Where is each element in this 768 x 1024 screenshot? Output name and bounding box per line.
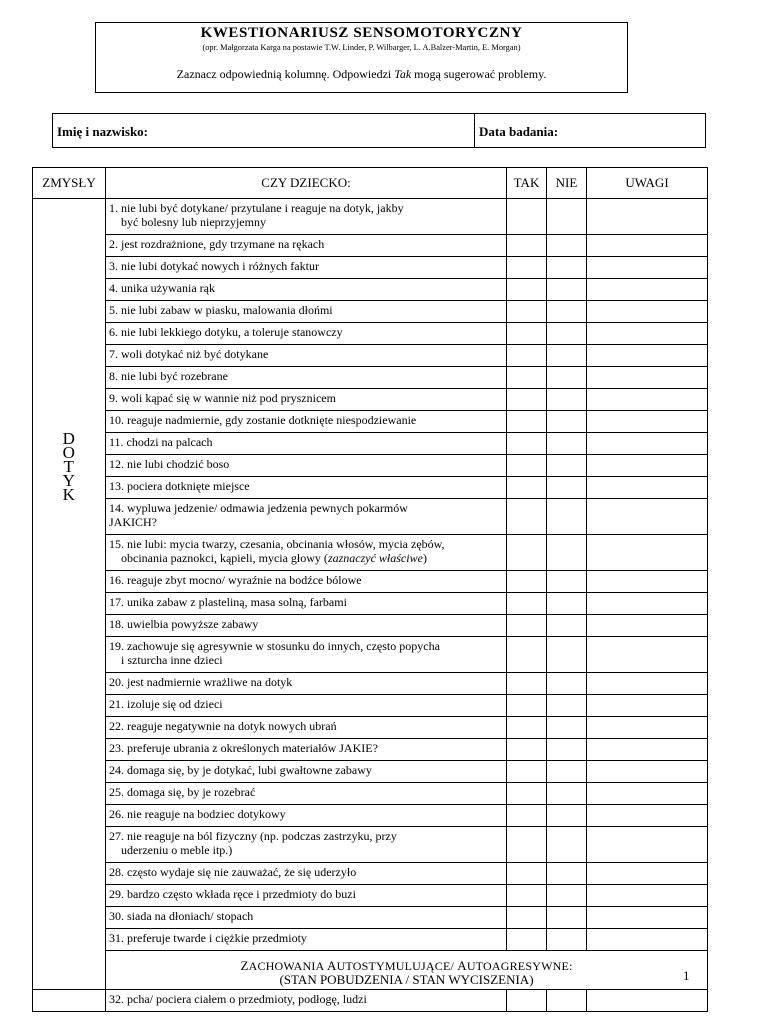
question-text: 2. jest rozdrażnione, gdy trzymane na rękach: [109, 237, 325, 251]
table-row: [33, 990, 708, 1012]
question-text: 10. reaguje nadmiernie, gdy zostanie dotknięte niespodziewanie: [109, 413, 417, 427]
tak-cell[interactable]: [507, 279, 547, 301]
uwagi-cell[interactable]: [587, 907, 708, 929]
uwagi-cell[interactable]: [587, 411, 708, 433]
table-row: [33, 885, 708, 907]
col-header-nie: NIE: [547, 168, 587, 199]
question-cell: [106, 257, 507, 279]
name-label: Imię i nazwisko:: [57, 124, 148, 139]
col-header-zmysly: ZMYSŁY: [33, 168, 106, 199]
date-field[interactable]: [475, 114, 705, 147]
question-cell: [106, 323, 507, 345]
nie-cell[interactable]: [547, 783, 587, 805]
uwagi-cell[interactable]: [587, 433, 708, 455]
table-row: [33, 235, 708, 257]
table-row: [33, 279, 708, 301]
question-text-cont: [109, 215, 503, 229]
question-cell: [106, 279, 507, 301]
table-row: [33, 615, 708, 637]
nie-cell[interactable]: [547, 301, 587, 323]
question-text: 23. preferuje ubrania z określonych materiałów JAKIE?: [109, 741, 378, 755]
table-row: [33, 323, 708, 345]
question-cell: [106, 235, 507, 257]
uwagi-cell[interactable]: [587, 593, 708, 615]
page-title: KWESTIONARIUSZ SENSOMOTORYCZNY: [200, 25, 523, 41]
page-subtitle: (opr. Małgorzata Karga na postawie T.W. Linder, P. Wilbarger, L. A.Balzer-Martin, E. Morgan): [202, 43, 521, 52]
table-row: [33, 761, 708, 783]
nie-cell[interactable]: [547, 571, 587, 593]
uwagi-cell[interactable]: [587, 301, 708, 323]
tak-cell[interactable]: [507, 535, 547, 571]
table-row: [33, 863, 708, 885]
nie-cell[interactable]: [547, 199, 587, 235]
question-cell: [106, 695, 507, 717]
table-row: [33, 301, 708, 323]
sense-letter: O: [62, 443, 76, 462]
question-text: 1. nie lubi być dotykane/ przytulane i reaguje na dotyk, jakby: [109, 201, 404, 215]
tak-cell[interactable]: [507, 907, 547, 929]
table-row: [33, 783, 708, 805]
question-text: 27. nie reaguje na ból fizyczny (np. podczas zastrzyku, przy: [109, 829, 397, 843]
uwagi-cell[interactable]: [587, 199, 708, 235]
question-text: 7. woli dotykać niż być dotykane: [109, 347, 269, 361]
question-text: 5. nie lubi zabaw w piasku, malowania dłońmi: [109, 303, 333, 317]
question-cell: [106, 367, 507, 389]
table-row: [33, 717, 708, 739]
tak-cell[interactable]: [507, 345, 547, 367]
table-row: [33, 929, 708, 951]
questionnaire-table: [32, 167, 708, 1012]
uwagi-cell[interactable]: [587, 499, 708, 535]
nie-cell[interactable]: [547, 499, 587, 535]
date-label: Data badania:: [479, 124, 559, 139]
question-text: 17. unika zabaw z plasteliną, masa solną, farbami: [109, 595, 347, 609]
uwagi-cell[interactable]: [587, 783, 708, 805]
tak-cell[interactable]: [507, 593, 547, 615]
header-box: [95, 22, 628, 93]
col-header-tak: TAK: [507, 168, 547, 199]
question-cell: [106, 929, 507, 951]
question-cell: [106, 907, 507, 929]
nie-cell[interactable]: [547, 235, 587, 257]
question-cell: [106, 673, 507, 695]
nie-cell[interactable]: [547, 593, 587, 615]
instruction-text: [96, 67, 627, 81]
name-date-box: [52, 113, 706, 148]
question-text: 21. izoluje się od dzieci: [109, 697, 223, 711]
tak-cell[interactable]: [507, 257, 547, 279]
uwagi-cell[interactable]: [587, 990, 708, 1012]
table-row: [33, 907, 708, 929]
nie-cell[interactable]: [547, 411, 587, 433]
uwagi-cell[interactable]: [587, 571, 708, 593]
nie-cell[interactable]: [547, 761, 587, 783]
nie-cell[interactable]: [547, 673, 587, 695]
tak-cell[interactable]: [507, 637, 547, 673]
question-text-cont: JAKICH?: [109, 515, 157, 529]
question-text: 6. nie lubi lekkiego dotyku, a toleruje stanowczy: [109, 325, 343, 339]
uwagi-cell[interactable]: [587, 535, 708, 571]
tak-cell[interactable]: [507, 571, 547, 593]
question-cell: [106, 885, 507, 907]
uwagi-cell[interactable]: [587, 389, 708, 411]
question-cell: [106, 863, 507, 885]
question-cell: [106, 990, 507, 1012]
tak-cell[interactable]: [507, 990, 547, 1012]
question-text: 13. pociera dotknięte miejsce: [109, 479, 250, 493]
tak-cell[interactable]: [507, 235, 547, 257]
nie-cell[interactable]: [547, 257, 587, 279]
uwagi-cell[interactable]: [587, 827, 708, 863]
question-cell: [106, 783, 507, 805]
question-cell: [106, 827, 507, 863]
uwagi-cell[interactable]: [587, 739, 708, 761]
tak-cell[interactable]: [507, 199, 547, 235]
nie-cell[interactable]: [547, 885, 587, 907]
question-text-cont: [109, 551, 503, 565]
table-row: [33, 477, 708, 499]
question-text: 15. nie lubi: mycia twarzy, czesania, obcinania włosów, mycia zębów,: [109, 537, 445, 551]
question-text-cont: [109, 653, 503, 667]
nie-cell[interactable]: [547, 805, 587, 827]
question-cell: [106, 345, 507, 367]
question-text: 22. reaguje negatywnie na dotyk nowych ubrań: [109, 719, 337, 733]
question-text: 30. siada na dłoniach/ stopach: [109, 909, 254, 923]
question-cell: [106, 637, 507, 673]
table-row: [33, 389, 708, 411]
nie-cell[interactable]: [547, 637, 587, 673]
table-row: [33, 499, 708, 535]
uwagi-cell[interactable]: [587, 257, 708, 279]
tak-cell[interactable]: [507, 323, 547, 345]
question-text-cont-main: być bolesny lub nieprzyjemny: [121, 215, 266, 229]
tak-cell[interactable]: [507, 695, 547, 717]
tak-cell[interactable]: [507, 433, 547, 455]
question-text: 9. woli kąpać się w wannie niż pod prysznicem: [109, 391, 336, 405]
uwagi-cell[interactable]: [587, 673, 708, 695]
nie-cell[interactable]: [547, 477, 587, 499]
question-cell: [106, 301, 507, 323]
tak-cell[interactable]: [507, 673, 547, 695]
question-text: 26. nie reaguje na bodziec dotykowy: [109, 807, 286, 821]
uwagi-cell[interactable]: [587, 885, 708, 907]
question-text-end: ): [422, 551, 427, 565]
table-row: [33, 411, 708, 433]
sense-letter: Y: [62, 471, 76, 490]
tak-cell[interactable]: [507, 455, 547, 477]
col-header-czy-dziecko: CZY DZIECKO:: [106, 168, 507, 199]
tak-cell[interactable]: [507, 805, 547, 827]
tak-cell[interactable]: [507, 411, 547, 433]
uwagi-cell[interactable]: [587, 615, 708, 637]
question-text: 14. wypluwa jedzenie/ odmawia jedzenia pewnych pokarmów: [109, 501, 408, 515]
nie-cell[interactable]: [547, 535, 587, 571]
uwagi-cell[interactable]: [587, 345, 708, 367]
uwagi-cell[interactable]: [587, 805, 708, 827]
section-title-cap: Z: [240, 958, 249, 973]
uwagi-cell[interactable]: [587, 717, 708, 739]
table-row: [33, 571, 708, 593]
table-row: [33, 739, 708, 761]
instruction-pre: Zaznacz odpowiednią kolumnę. Odpowiedzi: [176, 67, 395, 81]
instruction-post: mogą sugerować problemy.: [411, 67, 547, 81]
tak-cell[interactable]: [507, 863, 547, 885]
uwagi-cell[interactable]: [587, 235, 708, 257]
question-cell: [106, 593, 507, 615]
uwagi-cell[interactable]: [587, 929, 708, 951]
question-text-cont-main: uderzeniu o meble itp.): [121, 843, 233, 857]
nie-cell[interactable]: [547, 863, 587, 885]
question-text: 20. jest nadmiernie wrażliwe na dotyk: [109, 675, 293, 689]
uwagi-cell[interactable]: [587, 695, 708, 717]
nie-cell[interactable]: [547, 367, 587, 389]
question-text: 18. uwielbia powyższe zabawy: [109, 617, 259, 631]
nie-cell[interactable]: [547, 907, 587, 929]
question-cell: [106, 535, 507, 571]
table-row: [33, 367, 708, 389]
tak-cell[interactable]: [507, 885, 547, 907]
nie-cell[interactable]: [547, 433, 587, 455]
question-text-cont: [109, 843, 503, 857]
question-text-emphasis: zaznaczyć właściwe: [327, 551, 423, 565]
nie-cell[interactable]: [547, 929, 587, 951]
tak-cell[interactable]: [507, 827, 547, 863]
question-cell: [106, 717, 507, 739]
page-number: 1: [683, 968, 690, 983]
question-text: 25. domaga się, by je rozebrać: [109, 785, 256, 799]
table-row: [33, 827, 708, 863]
tak-cell[interactable]: [507, 717, 547, 739]
sense-letter: T: [63, 457, 75, 476]
table-row: [33, 695, 708, 717]
nie-cell[interactable]: [547, 615, 587, 637]
section-title-rest: UTOAGRESYWNE:: [466, 959, 573, 973]
sense-cell-empty: [33, 990, 106, 1012]
sense-cell-dotyk: [33, 199, 106, 990]
question-text: 24. domaga się, by je dotykać, lubi gwałtowne zabawy: [109, 763, 372, 777]
table-row: [33, 199, 708, 235]
tak-cell[interactable]: [507, 739, 547, 761]
question-cell: [106, 433, 507, 455]
tak-cell[interactable]: [507, 389, 547, 411]
question-cell: [106, 389, 507, 411]
question-text-cont-main: i szturcha inne dzieci: [121, 653, 223, 667]
question-text: 3. nie lubi dotykać nowych i różnych faktur: [109, 259, 319, 273]
nie-cell[interactable]: [547, 345, 587, 367]
section-title-cap: A: [457, 958, 467, 973]
question-cell: [106, 477, 507, 499]
sense-letter: K: [62, 485, 76, 504]
tak-cell[interactable]: [507, 367, 547, 389]
nie-cell[interactable]: [547, 323, 587, 345]
table-row: [33, 455, 708, 477]
uwagi-cell[interactable]: [587, 455, 708, 477]
uwagi-cell[interactable]: [587, 323, 708, 345]
tak-cell[interactable]: [507, 499, 547, 535]
section-subtitle: (STAN POBUDZENIA / STAN WYCISZENIA): [279, 972, 534, 987]
section-title: [109, 953, 704, 973]
nie-cell[interactable]: [547, 389, 587, 411]
question-text: 28. często wydaje się nie zauważać, że się uderzyło: [109, 865, 357, 879]
instruction-emphasis: Tak: [394, 67, 412, 81]
question-text: 32. pcha/ pociera ciałem o przedmioty, podłogę, ludzi: [109, 992, 367, 1006]
question-cell: [106, 411, 507, 433]
tak-cell[interactable]: [507, 761, 547, 783]
section-row: [33, 951, 708, 990]
question-text: 16. reaguje zbyt mocno/ wyraźnie na bodźce bólowe: [109, 573, 362, 587]
table-row: [33, 433, 708, 455]
question-text: 11. chodzi na palcach: [109, 435, 213, 449]
tak-cell[interactable]: [507, 929, 547, 951]
tak-cell[interactable]: [507, 783, 547, 805]
question-cell: [106, 571, 507, 593]
uwagi-cell[interactable]: [587, 637, 708, 673]
nie-cell[interactable]: [547, 717, 587, 739]
question-text: 31. preferuje twarde i ciężkie przedmioty: [109, 931, 307, 945]
nie-cell[interactable]: [547, 739, 587, 761]
question-text: 19. zachowuje się agresywnie w stosunku do innych, często popycha: [109, 639, 440, 653]
nie-cell[interactable]: [547, 455, 587, 477]
question-cell: [106, 615, 507, 637]
table-row: [33, 805, 708, 827]
nie-cell[interactable]: [547, 827, 587, 863]
question-cell: [106, 739, 507, 761]
tak-cell[interactable]: [507, 477, 547, 499]
question-cell: [106, 761, 507, 783]
table-row: [33, 345, 708, 367]
question-cell: [106, 499, 507, 535]
section-title-rest: ACHOWANIA: [248, 959, 327, 973]
question-text-cont-main: obcinania paznokci, kąpieli, mycia głowy (: [121, 551, 328, 565]
uwagi-cell[interactable]: [587, 367, 708, 389]
question-text: 8. nie lubi być rozebrane: [109, 369, 228, 383]
tak-cell[interactable]: [507, 301, 547, 323]
table-row: [33, 257, 708, 279]
question-cell: [106, 199, 507, 235]
uwagi-cell[interactable]: [587, 279, 708, 301]
section-title-rest: UTOSTYMULUJĄCE/: [336, 959, 458, 973]
question-text: 4. unika używania rąk: [109, 281, 215, 295]
section-header-cell: [106, 951, 708, 990]
uwagi-cell[interactable]: [587, 477, 708, 499]
table-row: [33, 637, 708, 673]
questionnaire-body: [33, 199, 708, 1012]
uwagi-cell[interactable]: [587, 761, 708, 783]
tak-cell[interactable]: [507, 615, 547, 637]
question-cell: [106, 455, 507, 477]
name-field[interactable]: [53, 114, 475, 147]
table-row: [33, 593, 708, 615]
nie-cell[interactable]: [547, 695, 587, 717]
question-text: 12. nie lubi chodzić boso: [109, 457, 230, 471]
table-row: [33, 535, 708, 571]
table-row: [33, 673, 708, 695]
col-header-uwagi: UWAGI: [587, 168, 708, 199]
uwagi-cell[interactable]: [587, 863, 708, 885]
section-title-cap: A: [326, 958, 337, 973]
nie-cell[interactable]: [547, 279, 587, 301]
sense-letter: D: [62, 429, 76, 448]
question-text: 29. bardzo często wkłada ręce i przedmioty do buzi: [109, 887, 356, 901]
nie-cell[interactable]: [547, 990, 587, 1012]
question-cell: [106, 805, 507, 827]
